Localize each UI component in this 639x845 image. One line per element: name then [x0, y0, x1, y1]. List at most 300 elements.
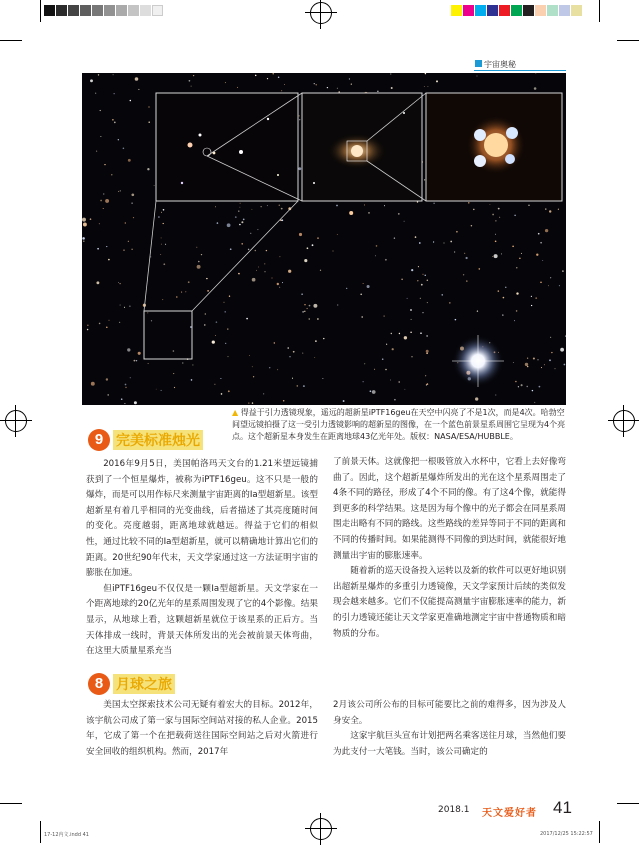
background-star	[456, 231, 458, 233]
background-star	[112, 119, 114, 121]
background-star	[225, 343, 226, 344]
section-9-left-column	[86, 457, 318, 660]
background-star	[228, 356, 229, 357]
background-star	[436, 80, 438, 82]
background-star	[540, 242, 542, 244]
background-star	[302, 353, 303, 354]
background-star	[489, 204, 490, 205]
background-star	[463, 274, 464, 275]
background-star	[156, 389, 157, 390]
background-star	[90, 79, 93, 82]
background-star	[426, 352, 428, 354]
background-star	[131, 202, 133, 204]
background-star	[252, 402, 253, 403]
background-star	[555, 368, 556, 369]
background-star	[100, 136, 101, 137]
background-star	[433, 203, 434, 204]
zoom-panel-1	[156, 93, 298, 201]
background-star	[442, 294, 443, 295]
background-star	[495, 234, 496, 235]
background-star	[281, 90, 282, 91]
background-star	[124, 307, 125, 308]
background-star	[427, 280, 429, 282]
background-star	[516, 267, 517, 268]
background-star	[410, 331, 412, 333]
background-star	[173, 350, 175, 352]
background-star	[227, 328, 228, 329]
background-star	[304, 304, 305, 305]
background-star	[130, 100, 132, 102]
background-star	[394, 399, 396, 401]
background-star	[239, 224, 241, 226]
background-star	[533, 357, 535, 359]
background-star	[519, 258, 520, 259]
paragraph: 了前景天体。这就像把一根吸管放入水杯中，它看上去好像弯曲了。因此，这个超新星爆炸所发出的光在这个星系周围走了4条不同的路径，形成了4个不同的像。有了这4个像，就能得到更多的科学结果。这是因为每个像中的光子都会在同星系周围走出略有不同的路线。这些路线的差异等同于不同的距离和不同的传播时间。如果能测得不同像的到达时间，就能很好地测量出宇宙的膨胀速率。	[333, 457, 566, 561]
background-star	[198, 261, 200, 263]
background-star	[337, 88, 338, 89]
background-star	[360, 293, 362, 295]
background-star	[96, 281, 99, 284]
background-star	[419, 242, 421, 244]
background-star	[422, 312, 423, 313]
background-star	[299, 119, 300, 120]
background-star	[411, 269, 413, 271]
background-star	[224, 302, 225, 303]
background-star	[174, 387, 175, 388]
background-star	[549, 210, 551, 212]
background-star	[119, 322, 120, 323]
background-star	[407, 298, 408, 299]
background-star	[253, 376, 254, 377]
background-star	[131, 249, 132, 250]
section-8-number: 8	[88, 673, 110, 695]
background-star	[90, 218, 92, 220]
background-star	[148, 363, 149, 364]
background-star	[243, 219, 245, 221]
background-star	[411, 319, 412, 320]
background-star	[191, 379, 193, 381]
background-star	[512, 246, 514, 248]
background-star	[263, 393, 264, 394]
background-star	[224, 311, 225, 312]
background-star	[390, 73, 391, 74]
background-star	[283, 400, 285, 402]
background-star	[279, 287, 280, 288]
background-star	[316, 84, 317, 85]
registration-mark-bottom	[310, 818, 332, 840]
background-star	[277, 283, 279, 285]
background-star	[100, 110, 101, 111]
background-star	[454, 251, 455, 252]
background-star	[427, 302, 428, 303]
background-star	[317, 318, 319, 320]
background-star	[515, 381, 517, 383]
background-star	[252, 278, 256, 282]
background-star	[161, 244, 162, 245]
background-star	[272, 278, 273, 279]
background-star	[251, 209, 252, 210]
registration-mark-left	[5, 410, 27, 432]
background-star	[377, 91, 378, 92]
background-star	[299, 115, 300, 116]
background-star	[562, 270, 564, 272]
section-8-left-column	[86, 698, 318, 760]
background-star	[255, 75, 257, 77]
background-star	[540, 281, 542, 283]
background-star	[410, 309, 412, 311]
background-star	[404, 221, 405, 222]
background-star	[118, 139, 119, 140]
background-star	[525, 363, 528, 366]
background-star	[314, 83, 315, 84]
background-star	[417, 280, 418, 281]
background-star	[309, 318, 310, 319]
background-star	[176, 296, 178, 298]
background-star	[107, 394, 109, 396]
background-star	[118, 191, 119, 192]
background-star	[337, 234, 338, 235]
background-star	[106, 378, 108, 380]
background-star	[433, 241, 434, 242]
background-star	[287, 347, 289, 349]
background-star	[464, 253, 465, 254]
background-star	[501, 253, 502, 254]
background-star	[279, 205, 280, 206]
background-star	[109, 320, 110, 321]
background-star	[128, 159, 131, 162]
background-star	[444, 243, 445, 244]
paragraph: 随着新的巡天设备投入运转以及新的软件可以更好地识别出超新星爆炸的多重引力透镜像，天文学家预计后续的类似发现会越来越多。它们不仅能提高测量宇宙膨胀速率的能力，新的引力透镜还能让天文学家更准确地测定宇宙中普通物质和暗物质的分布。	[333, 566, 566, 639]
background-star	[288, 270, 291, 273]
background-star	[521, 384, 523, 386]
background-star	[399, 333, 400, 334]
background-star	[217, 222, 219, 224]
background-star	[505, 287, 506, 288]
background-star	[220, 378, 221, 379]
background-star	[544, 364, 545, 365]
background-star	[296, 385, 298, 387]
background-star	[304, 259, 307, 262]
background-star	[545, 229, 548, 232]
background-star	[160, 254, 161, 255]
background-star	[99, 223, 100, 224]
background-star	[103, 208, 104, 209]
background-star	[161, 212, 162, 213]
background-star	[499, 217, 500, 218]
background-star	[99, 323, 101, 325]
background-star	[165, 244, 166, 245]
background-star	[104, 164, 105, 165]
background-star	[189, 80, 191, 82]
background-star	[106, 246, 107, 247]
background-star	[420, 332, 422, 334]
figure-caption	[232, 407, 572, 443]
background-star	[315, 340, 317, 342]
background-star	[424, 86, 425, 87]
background-star	[382, 358, 384, 360]
background-star	[327, 87, 328, 88]
background-star	[133, 217, 134, 218]
background-star	[205, 313, 206, 314]
background-star	[266, 250, 267, 251]
background-star	[423, 274, 424, 275]
background-star	[306, 308, 307, 309]
background-star	[385, 259, 387, 261]
background-star	[401, 279, 403, 281]
background-star	[374, 369, 375, 370]
background-star	[384, 316, 385, 317]
background-star	[390, 380, 391, 381]
background-star	[535, 297, 537, 299]
paragraph: 这家宇航巨头宣布计划把两名乘客送往月球，当然他们要为此支付一大笔钱。当时，该公司确定的	[333, 731, 566, 757]
background-star	[134, 360, 136, 362]
background-star	[225, 82, 226, 83]
registration-mark-right	[613, 410, 635, 432]
background-star	[405, 389, 406, 390]
page-number: 41	[553, 798, 572, 817]
background-star	[418, 266, 419, 267]
background-star	[131, 193, 134, 196]
background-star	[527, 386, 528, 387]
background-star	[558, 209, 559, 210]
background-star	[147, 312, 148, 313]
background-star	[83, 240, 85, 242]
background-star	[550, 337, 551, 338]
background-star	[103, 194, 104, 195]
background-star	[248, 402, 249, 403]
background-star	[87, 329, 89, 331]
background-star	[113, 74, 114, 75]
background-star	[518, 386, 519, 387]
background-star	[255, 250, 257, 252]
background-star	[269, 367, 270, 368]
background-star	[163, 223, 164, 224]
background-star	[538, 233, 540, 235]
background-star	[477, 310, 478, 311]
background-star	[235, 216, 237, 218]
background-star	[468, 202, 469, 203]
background-star	[188, 281, 190, 283]
section-tag-marker	[475, 60, 482, 67]
background-star	[228, 390, 230, 392]
background-star	[503, 297, 505, 299]
background-star	[307, 247, 309, 249]
background-star	[201, 254, 202, 255]
background-star	[264, 263, 265, 264]
background-star	[204, 324, 205, 325]
background-star	[215, 335, 216, 336]
background-star	[337, 305, 338, 306]
background-star	[564, 364, 566, 366]
background-star	[125, 222, 126, 223]
background-star	[239, 207, 240, 208]
background-star	[532, 390, 533, 391]
background-star	[494, 254, 498, 258]
background-star	[120, 190, 121, 191]
background-star	[238, 273, 240, 275]
background-star	[129, 306, 130, 307]
background-star	[248, 249, 250, 251]
background-star	[492, 214, 494, 216]
paragraph: 但iPTF16geu不仅仅是一颗Ia型超新星。天文学家在一个距离地球约20亿光年的星系周围发现了它的4个影像。结果显示，从地球上看，这颗超新星就位于该星系的正后方。当天体排成一线时，背景天体所发出的光会被前景天体弯曲，在这里大质量星系充当	[86, 583, 318, 657]
background-star	[426, 335, 427, 336]
background-star	[528, 205, 530, 207]
background-star	[197, 265, 201, 269]
background-star	[471, 225, 472, 226]
background-star	[349, 78, 350, 79]
background-star	[375, 255, 376, 256]
background-star	[349, 211, 353, 215]
background-star	[136, 360, 137, 361]
background-star	[274, 342, 275, 343]
background-star	[230, 248, 232, 250]
background-star	[322, 378, 323, 379]
background-star	[282, 282, 283, 283]
background-star	[148, 106, 149, 107]
background-star	[364, 204, 365, 205]
background-star	[284, 84, 285, 85]
background-star	[105, 199, 109, 203]
background-star	[250, 233, 251, 234]
background-star	[363, 283, 364, 284]
background-star	[498, 290, 499, 291]
background-star	[421, 284, 423, 286]
background-star	[264, 271, 265, 272]
background-star	[127, 348, 130, 351]
background-star	[450, 241, 452, 243]
background-star	[206, 278, 207, 279]
background-star	[301, 294, 302, 295]
background-star	[425, 275, 426, 276]
background-star	[394, 237, 395, 238]
background-star	[82, 237, 85, 240]
background-star	[384, 205, 385, 206]
background-star	[411, 356, 412, 357]
section-9-title: 完美标准烛光	[113, 430, 203, 450]
background-star	[320, 270, 321, 271]
background-star	[351, 84, 352, 85]
background-star	[516, 310, 518, 312]
background-star	[536, 254, 538, 256]
background-star	[106, 326, 108, 328]
background-star	[111, 174, 112, 175]
background-star	[227, 223, 231, 227]
background-star	[185, 291, 186, 292]
background-star	[531, 305, 532, 306]
background-star	[241, 221, 243, 223]
background-star	[372, 390, 376, 394]
section-8-title: 月球之旅	[113, 674, 175, 694]
background-star	[162, 299, 163, 300]
background-star	[304, 311, 305, 312]
background-star	[173, 373, 174, 374]
background-star	[214, 384, 215, 385]
background-star	[292, 378, 293, 379]
background-star	[492, 256, 493, 257]
background-star	[293, 351, 295, 353]
background-star	[124, 403, 125, 404]
background-star	[249, 355, 250, 356]
background-star	[367, 285, 370, 288]
background-star	[534, 87, 537, 90]
background-star	[398, 381, 400, 383]
background-star	[125, 384, 127, 386]
background-star	[531, 296, 532, 297]
background-star	[336, 205, 338, 207]
background-star	[415, 236, 417, 238]
magazine-name: 天文爱好者	[482, 808, 537, 819]
background-star	[130, 377, 131, 378]
background-star	[272, 73, 273, 74]
background-star	[495, 240, 497, 242]
background-star	[138, 352, 141, 355]
background-star	[473, 209, 475, 211]
background-star	[120, 305, 121, 306]
background-star	[404, 336, 407, 339]
background-star	[363, 381, 364, 382]
background-star	[246, 318, 248, 320]
background-star	[154, 185, 155, 186]
background-star	[216, 321, 218, 323]
background-star	[193, 75, 194, 76]
background-star	[391, 87, 393, 89]
section-tag-rule	[474, 70, 566, 71]
background-star	[475, 397, 478, 400]
background-star	[150, 256, 151, 257]
background-star	[125, 387, 127, 389]
paragraph: 2月该公司所公布的目标可能要比之前的难得多，因为涉及人身安全。	[333, 700, 566, 726]
background-star	[135, 77, 139, 81]
background-star	[118, 282, 119, 283]
background-star	[257, 229, 258, 230]
background-star	[559, 285, 560, 286]
background-star	[240, 203, 241, 204]
background-star	[539, 386, 541, 388]
background-star	[83, 223, 87, 227]
background-star	[108, 259, 110, 261]
background-star	[550, 277, 551, 278]
background-star	[289, 356, 290, 357]
background-star	[95, 93, 96, 94]
background-star	[425, 375, 426, 376]
background-star	[192, 364, 193, 365]
background-star	[190, 326, 192, 328]
background-star	[237, 87, 238, 88]
background-star	[466, 280, 468, 282]
caption-marker: ▲	[232, 408, 239, 417]
background-star	[241, 243, 242, 244]
background-star	[238, 210, 239, 211]
background-star	[392, 348, 394, 350]
caption-text: 得益于引力透镜现象，遥远的超新星iPTF16geu在天空中闪亮了不是1次，而是4次。哈勃空间望远镜拍摄了这一受引力透镜影响的超新星的图像，在一个蓝色前景星系周围它呈现为4个亮点。这个超新星本身发生在距离地球43亿光年处。版权：NASA/ESA/HUBBLE。	[232, 408, 566, 441]
background-star	[420, 298, 421, 299]
background-star	[207, 290, 209, 292]
background-star	[98, 74, 99, 75]
background-star	[361, 316, 363, 318]
background-star	[303, 385, 305, 387]
background-star	[427, 86, 428, 87]
background-star	[527, 358, 528, 359]
background-star	[151, 320, 152, 321]
background-star	[312, 244, 314, 246]
background-star	[545, 208, 546, 209]
background-star	[398, 213, 400, 215]
background-star	[548, 285, 549, 286]
slug-file: 17-12内文.indd 41	[44, 832, 89, 838]
background-star	[252, 366, 253, 367]
background-star	[537, 359, 538, 360]
background-star	[498, 208, 500, 210]
